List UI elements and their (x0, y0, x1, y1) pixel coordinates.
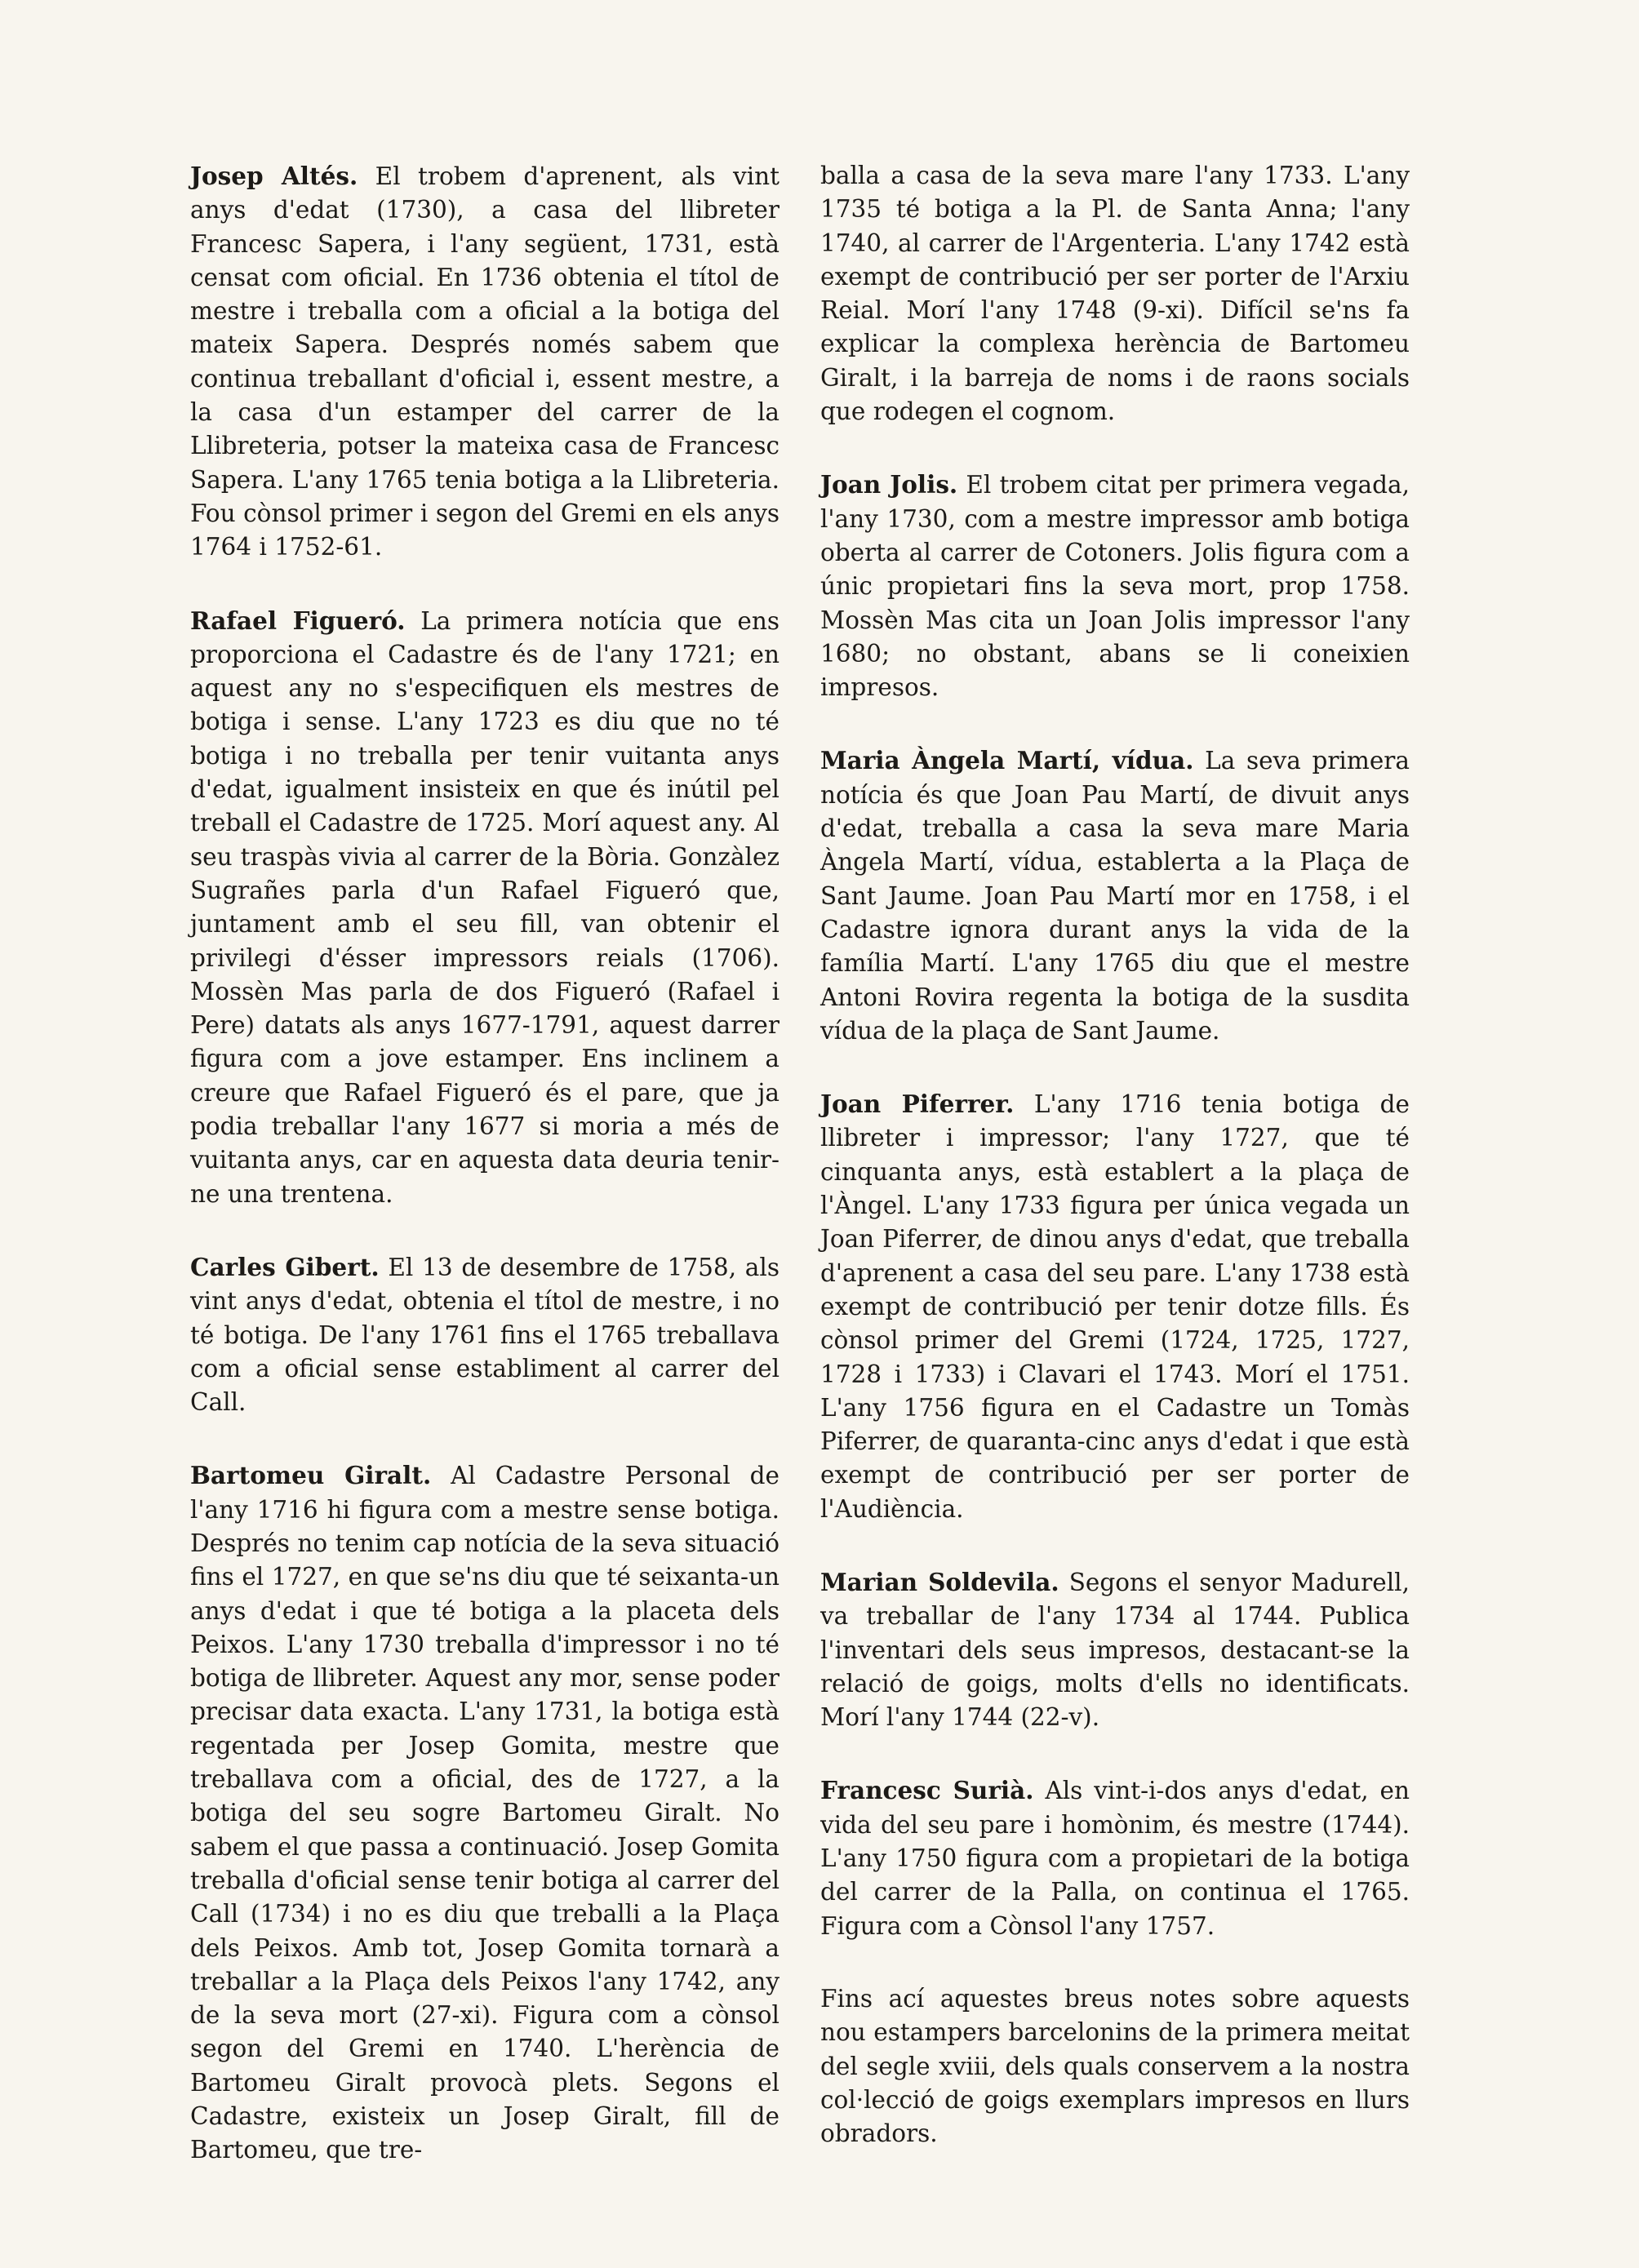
entry-name: Rafael Figueró. (190, 606, 406, 635)
entry-text: balla a casa de la seva mare l'any 1733. L'any 1735 té botiga a la Pl. de Santa Anna; l'any 1740, al carrer de l'Argenteria. L'any 1742 està exempt de contribució per ser porter de l'Arxiu Reial. Morí l'any 1748 (9-xi). Difícil se'ns fa explicar la complexa herència de Bartomeu Giralt, i la barreja de noms i de raons socials que rodegen el cognom. (820, 162, 1410, 426)
entry-marian-soldevila (820, 1565, 1410, 1734)
entry-text: Fins ací aquestes breus notes sobre aquests nou estampers barcelonins de la primera meitat del segle xviii, dels quals conservem a la nostra col·lecció de goigs exemplars impresos en llurs obradors. (820, 1984, 1410, 2148)
entry-name: Carles Gibert. (190, 1252, 380, 1281)
entry-francesc-suria (820, 1773, 1410, 1942)
entry-name: Maria Àngela Martí, vídua. (820, 746, 1194, 775)
entry-bartomeu-giralt (190, 1458, 780, 2167)
entry-text: El 13 de desembre de 1758, als vint anys d'edat, obtenia el títol de mestre, i no té botiga. De l'any 1761 fins el 1765 treballava com a oficial sense establiment al carrer del Call. (190, 1253, 780, 1417)
entry-name: Marian Soldevila. (820, 1567, 1059, 1596)
entry-joan-jolis (820, 468, 1410, 704)
entry-giralt-continuation (820, 159, 1410, 428)
entry-name: Bartomeu Giralt. (190, 1461, 432, 1490)
entry-joan-piferrer (820, 1087, 1410, 1526)
entry-rafael-figuero (190, 604, 780, 1211)
entry-name: Joan Piferrer. (820, 1090, 1015, 1119)
entry-text: L'any 1716 tenia botiga de llibreter i impressor; l'any 1727, que té cinquanta anys, està establert a la plaça de l'Àngel. L'any 1733 figura per única vegada un Joan Piferrer, de dinou anys d'edat, que treballa d'aprenent a casa del seu pare. L'any 1738 està exempt de contribució per tenir dotze fills. És cònsol primer del Gremi (1724, 1725, 1727, 1728 i 1733) i Clavari el 1743. Morí el 1751. L'any 1756 figura en el Cadastre un Tomàs Piferrer, de quaranta-cinc anys d'edat i que està exempt de contribució per ser porter de l'Audiència. (820, 1090, 1410, 1523)
entry-name: Francesc Surià. (820, 1776, 1034, 1805)
left-column (190, 159, 780, 2207)
entry-text: El trobem d'aprenent, als vint anys d'edat (1730), a casa del llibreter Francesc Sapera, i l'any següent, 1731, està censat com oficial. En 1736 obtenia el títol de mestre i treballa com a oficial a la botiga del mateix Sapera. Després només sabem que continua treballant d'oficial i, essent mestre, a la casa d'un estamper del carrer de la Llibreteria, potser la mateixa casa de Francesc Sapera. L'any 1765 tenia botiga a la Llibreteria. Fou cònsol primer i segon del Gremi en els anys 1764 i 1752-61. (190, 162, 780, 561)
closing-paragraph (820, 1982, 1410, 2150)
right-column (820, 159, 1410, 2190)
entry-carles-gibert (190, 1250, 780, 1419)
entry-maria-angela-marti (820, 743, 1410, 1048)
entry-name: Joan Jolis. (820, 470, 958, 499)
entry-text: Segons el senyor Madurell, va treballar de l'any 1734 al 1744. Publica l'inventari dels seus impresos, destacant-se la relació de goigs, molts d'ells no identificats. Morí l'any 1744 (22-v). (820, 1568, 1410, 1732)
entry-name: Josep Altés. (190, 162, 358, 190)
entry-josep-altes (190, 159, 780, 565)
entry-text: Als vint-i-dos anys d'edat, en vida del seu pare i homònim, és mestre (1744). L'any 1750 figura com a propietari de la botiga del carrer de la Palla, on continua el 1765. Figura com a Cònsol l'any 1757. (820, 1777, 1410, 1940)
entry-text: Al Cadastre Personal de l'any 1716 hi figura com a mestre sense botiga. Després no tenim cap notícia de la seva situació fins el 1727, en que se'ns diu que té seixanta-un anys d'edat i que té botiga a la placeta dels Peixos. L'any 1730 treballa d'impressor i no té botiga de llibreter. Aquest any mor, sense poder precisar data exacta. L'any 1731, la botiga està regentada per Josep Gomita, mestre que treballava com a oficial, des de 1727, a la botiga del seu sogre Bartomeu Giralt. No sabem el que passa a continuació. Josep Gomita treballa d'oficial sense tenir botiga al carrer del Call (1734) i no es diu que treballi a la Plaça dels Peixos. Amb tot, Josep Gomita tornarà a treballar a la Plaça dels Peixos l'any 1742, any de la seva mort (27-xi). Figura com a cònsol segon del Gremi en 1740. L'herència de Bartomeu Giralt provocà plets. Segons el Cadastre, existeix un Josep Giralt, fill de Bartomeu, que tre- (190, 1462, 780, 2164)
entry-text: El trobem citat per primera vegada, l'any 1730, com a mestre impressor amb botiga oberta al carrer de Cotoners. Jolis figura com a únic propietari fins la seva mort, prop 1758. Mossèn Mas cita un Joan Jolis impressor l'any 1680; no obstant, abans se li coneixien impresos. (820, 471, 1410, 702)
entry-text: La seva primera notícia és que Joan Pau Martí, de divuit anys d'edat, treballa a casa la seva mare Maria Àngela Martí, vídua, establerta a la Plaça de Sant Jaume. Joan Pau Martí mor en 1758, i el Cadastre ignora durant anys la vida de la família Martí. L'any 1765 diu que el mestre Antoni Rovira regenta la botiga de la susdita vídua de la plaça de Sant Jaume. (820, 747, 1410, 1045)
entry-text: La primera notícia que ens proporciona el Cadastre és de l'any 1721; en aquest any no s'especifiquen els mestres de botiga i sense. L'any 1723 es diu que no té botiga i no treballa per tenir vuitanta anys d'edat, igualment insisteix en que és inútil pel treball el Cadastre de 1725. Morí aquest any. Al seu traspàs vivia al carrer de la Bòria. Gonzàlez Sugrañes parla d'un Rafael Figueró que, juntament amb el seu fill, van obtenir el privilegi d'ésser impressors reials (1706). Mossèn Mas parla de dos Figueró (Rafael i Pere) datats als anys 1677-1791, aquest darrer figura com a jove estamper. Ens inclinem a creure que Rafael Figueró és el pare, que ja podia treballar l'any 1677 si moria a més de vuitanta anys, car en aquesta data deuria tenir-ne una trentena. (190, 606, 780, 1208)
